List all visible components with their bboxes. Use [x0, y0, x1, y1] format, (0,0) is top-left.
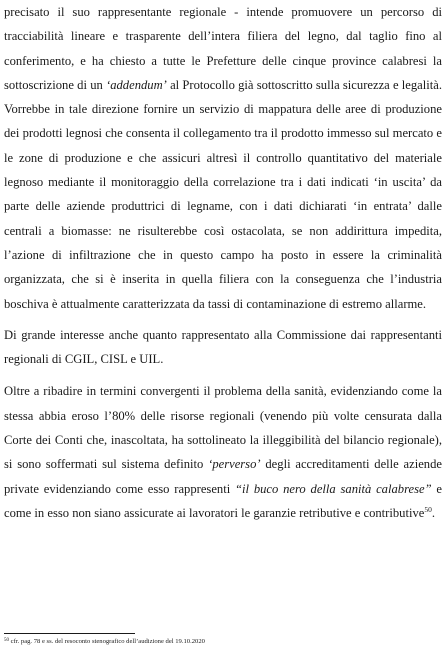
text-run: al Protocollo già sottoscritto sulla sicurezza e legalità. Vorrebbe in tale direzione fornire un servizio di mappatura delle aree di produzione dei prodotti legnosi che consenta il collegamento tra il prodotto immesso sul mercato e le zone di produzione e che assicuri altresì il controllo quantitativo del materiale legnoso mediante il monitoraggio della correlazione tra i dati indicati ‘in uscita’ da parte delle aziende produttrici di legname, con i dati dichiarati ‘in entrata’ dalle centrali a biomasse: ne risulterebbe così ostacolata, se non addirittura impedita, l’azione di infiltrazione che in questo campo ha posto in essere la criminalità organizzata, che si è inserita in quella filiera con la conseguenza che l’industria boschiva è attualmente caratterizzata da tassi di contaminazione di estremo allarme. [4, 77, 442, 311]
text-run: Di grande interesse anche quanto rappresentato alla Commissione dai rappresentanti regionali di CGIL, CISL e UIL. [4, 327, 442, 367]
footnote-number: 50 [4, 638, 9, 643]
italic-text-addendum: ‘addendum’ [106, 77, 167, 92]
text-run: e come in esso non siano assicurate ai lavoratori le garanzie retributive e contributive [4, 481, 442, 520]
text-run: . [431, 505, 435, 520]
text-run: Oltre a ribadire in termini convergenti il problema della sanità, evidenziando come la stessa abbia eroso l’80% delle risorse regionali (venendo più volte censurata dalla Corte dei Conti che, inascoltata, ha sottolineato la illeggibilità del bilancio regionale), si sono soffermati sul sistema definito [4, 384, 442, 472]
footnote [4, 637, 205, 646]
text-run: degli accreditamenti delle aziende private evidenziando come esso rappresenti [4, 457, 442, 496]
paragraph-sindacati [4, 323, 442, 372]
italic-text-perverso: ‘perverso’ [208, 457, 261, 472]
paragraph-legno-tracciabilita [4, 0, 442, 316]
footnote-reference[interactable]: 50 [424, 504, 432, 514]
document-page [4, 0, 442, 525]
footnote-text: cfr. pag. 78 e ss. del resoconto stenografico dell’audizione del 19.10.2020 [9, 638, 205, 645]
paragraph-sanita [4, 379, 442, 525]
footnote-divider [4, 633, 135, 634]
text-run: precisato il suo rappresentante regionale - intende promuovere un percorso di tracciabilità lineare e trasparente dell’intera filiera del legno, dal taglio fino al conferimento, e ha chiesto a tutte le Prefetture delle cinque province calabresi la sottoscrizione di un [4, 5, 442, 92]
italic-quote-buco-nero: “il buco nero della sanità calabrese” [235, 481, 432, 496]
